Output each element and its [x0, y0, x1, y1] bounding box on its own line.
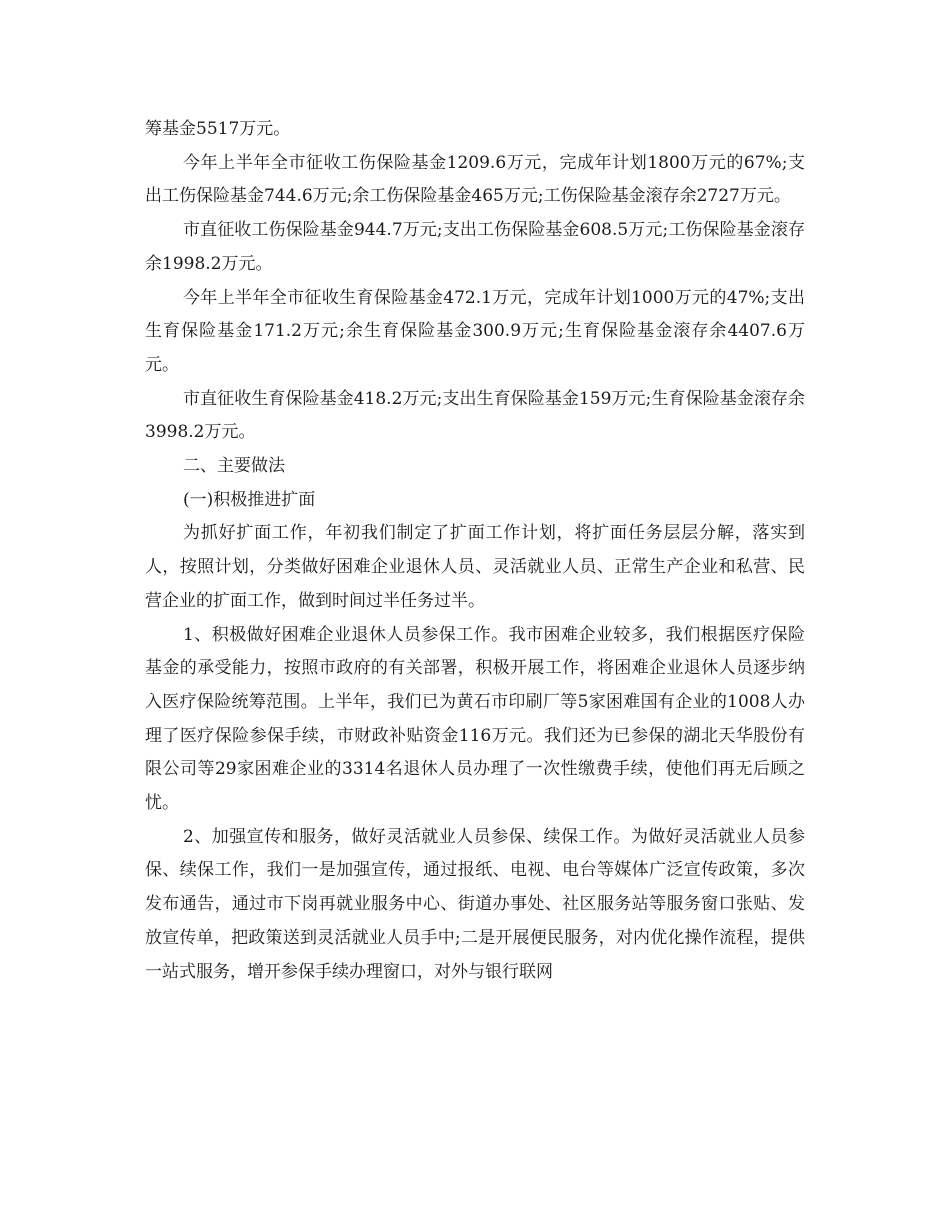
subsection-heading-expand-coverage: (一)积极推进扩面 [183, 489, 316, 510]
paragraph-maternity-insurance-city: 今年上半年全市征收生育保险基金472.1万元，完成年计划1000万元的47%;支出生育保险基金171.2万元;余生育保险基金300.9万元;生育保险基金滚存余4407.6万元。 [145, 287, 805, 375]
paragraph-continuation: 筹基金5517万元。 [145, 119, 291, 139]
paragraph-maternity-insurance-municipal: 市直征收生育保险基金418.2万元;支出生育保险基金159万元;生育保险基金滚存余3998.2万元。 [145, 388, 805, 443]
document-body [145, 113, 805, 989]
paragraph-expansion-plan: 为抓好扩面工作，年初我们制定了扩面工作计划，将扩面任务层层分解，落实到人，按照计划，分类做好困难企业退休人员、灵活就业人员、正常生产企业和私营、民营企业的扩面工作，做到时间过半任务过半。 [145, 523, 805, 611]
paragraph-injury-insurance-city: 今年上半年全市征收工伤保险基金1209.6万元，完成年计划1800万元的67%;支出工伤保险基金744.6万元;余工伤保险基金465万元;工伤保险基金滚存余2727万元。 [145, 152, 805, 207]
paragraph-injury-insurance-municipal: 市直征收工伤保险基金944.7万元;支出工伤保险基金608.5万元;工伤保险基金滚存余1998.2万元。 [145, 220, 805, 274]
paragraph-flexible-employment: 2、加强宣传和服务，做好灵活就业人员参保、续保工作。为做好灵活就业人员参保、续保工作，我们一是加强宣传，通过报纸、电视、电台等媒体广泛宣传政策，多次发布通告，通过市下岗再就业服务中心、街道办事处、社区服务站等服务窗口张贴、发放宣传单，把政策送到灵活就业人员手中;二是开展便民服务，对内优化操作流程，提供一站式服务，增开参保手续办理窗口，对外与银行联网 [145, 826, 805, 982]
paragraph-retirees-enrollment: 1、积极做好困难企业退休人员参保工作。我市困难企业较多，我们根据医疗保险基金的承受能力，按照市政府的有关部署，积极开展工作，将困难企业退休人员逐步纳入医疗保险统筹范围。上半年，我们已为黄石市印刷厂等5家困难国有企业的1008人办理了医疗保险参保手续，市财政补贴资金116万元。我们还为已参保的湖北天华股份有限公司等29家困难企业的3314名退休人员办理了一次性缴费手续，使他们再无后顾之忧。 [145, 624, 805, 814]
section-heading-main-practices: 二、主要做法 [183, 456, 285, 477]
